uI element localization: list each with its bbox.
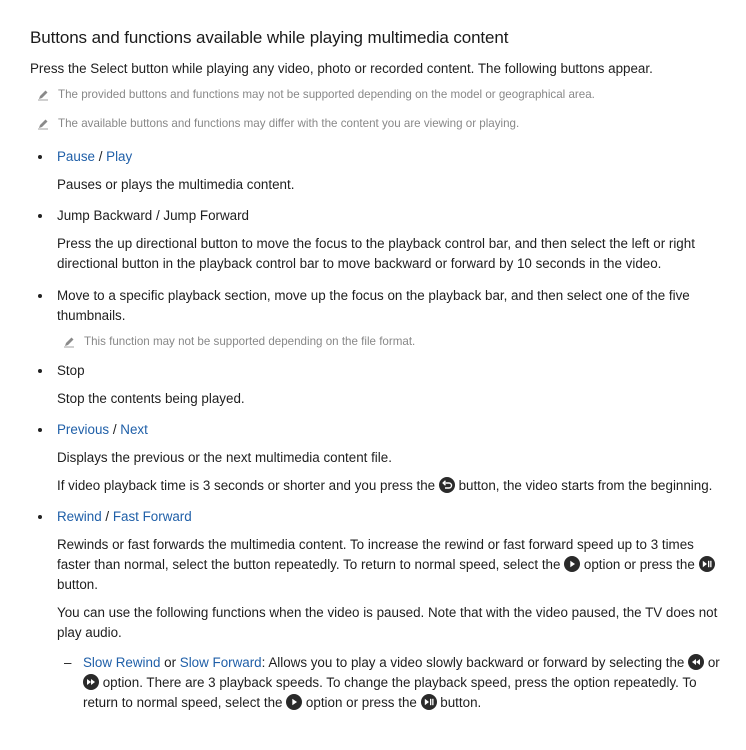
list-item-jump — [30, 206, 720, 226]
bullet — [38, 369, 42, 373]
rewind-icon — [688, 654, 704, 670]
bullet — [38, 428, 42, 432]
pause-label: Pause — [57, 149, 95, 164]
prev-next-desc2 — [30, 476, 720, 496]
pencil-icon — [37, 89, 49, 101]
jump-label: Jump Backward / Jump Forward — [57, 208, 249, 223]
pause-play-desc: Pauses or plays the multimedia content. — [57, 177, 295, 192]
separator: / — [101, 509, 113, 524]
desc-text: or — [160, 655, 180, 670]
desc-text: option. There are 3 playback speeds. To change the playback speed, press the option repeatedly. To return to normal speed, select the — [83, 675, 697, 710]
pencil-icon — [63, 336, 75, 348]
separator: / — [109, 422, 121, 437]
bullet — [38, 515, 42, 519]
jump-desc: Press the up directional button to move the focus to the playback control bar, and then select the left or right directional button in the playback control bar to move backward or forward by 10 seconds in the video. — [57, 236, 695, 271]
play-pause-button-icon — [421, 694, 437, 710]
pencil-icon — [37, 118, 49, 130]
desc-text: or — [704, 655, 720, 670]
manual-page — [30, 28, 720, 713]
fast-forward-label: Fast Forward — [112, 509, 192, 524]
note-1 — [30, 87, 720, 103]
list-item-prev-next — [30, 420, 720, 440]
dash: – — [64, 655, 72, 670]
note-text: This function may not be supported depending on the file format. — [84, 335, 416, 348]
list-item-stop — [30, 361, 720, 381]
stop-label: Stop — [57, 363, 85, 378]
bullet — [38, 294, 42, 298]
desc-text: If video playback time is 3 seconds or shorter and you press the — [57, 478, 439, 493]
list-item-section — [30, 286, 720, 326]
rewind-label: Rewind — [57, 509, 102, 524]
note-2 — [30, 116, 720, 132]
section-label: Move to a specific playback section, move up the focus on the playback bar, and then select one of the five thumbnails. — [57, 288, 690, 323]
list-item-pause-play — [30, 147, 720, 167]
desc-text: Rewinds or fast forwards the multimedia content. To increase the rewind or fast forward speed up to 3 times faster than normal, select the button repeatedly. To return to normal speed, select the — [57, 537, 694, 572]
desc-text: button, the video starts from the beginning. — [454, 478, 713, 493]
separator: / — [94, 149, 107, 164]
bullet — [38, 155, 42, 159]
desc-text: option or press the — [580, 557, 699, 572]
slow-forward-label: Slow Forward — [179, 655, 262, 670]
play-pause-button-icon — [699, 556, 715, 572]
return-button-icon — [439, 477, 455, 493]
note-text: The provided buttons and functions may not be supported depending on the model or geographical area. — [58, 88, 595, 101]
note-text: The available buttons and functions may differ with the content you are viewing or playing. — [58, 117, 520, 130]
play-icon — [564, 556, 580, 572]
stop-desc: Stop the contents being played. — [57, 391, 245, 406]
bullet — [38, 214, 42, 218]
page-title: Buttons and functions available while playing multimedia content — [30, 28, 509, 47]
desc-text: : Allows you to play a video slowly backward or forward by selecting the — [261, 655, 689, 670]
prev-next-desc: Displays the previous or the next multimedia content file. — [57, 450, 392, 465]
rewind-desc2: You can use the following functions when the video is paused. Note that with the video paused, the TV does not play audio. — [57, 605, 718, 640]
desc-text: button. — [436, 695, 482, 710]
section-note — [30, 334, 720, 350]
play-label: Play — [106, 149, 133, 164]
rewind-desc — [30, 535, 720, 595]
desc-text: option or press the — [302, 695, 421, 710]
next-label: Next — [120, 422, 148, 437]
desc-text: button. — [57, 577, 98, 592]
slow-motion-item — [30, 653, 720, 713]
slow-rewind-label: Slow Rewind — [83, 655, 161, 670]
play-icon — [286, 694, 302, 710]
previous-label: Previous — [57, 422, 110, 437]
intro-text: Press the Select button while playing any video, photo or recorded content. The following buttons appear. — [30, 61, 653, 76]
list-item-rewind — [30, 507, 720, 527]
fast-forward-icon — [83, 674, 99, 690]
